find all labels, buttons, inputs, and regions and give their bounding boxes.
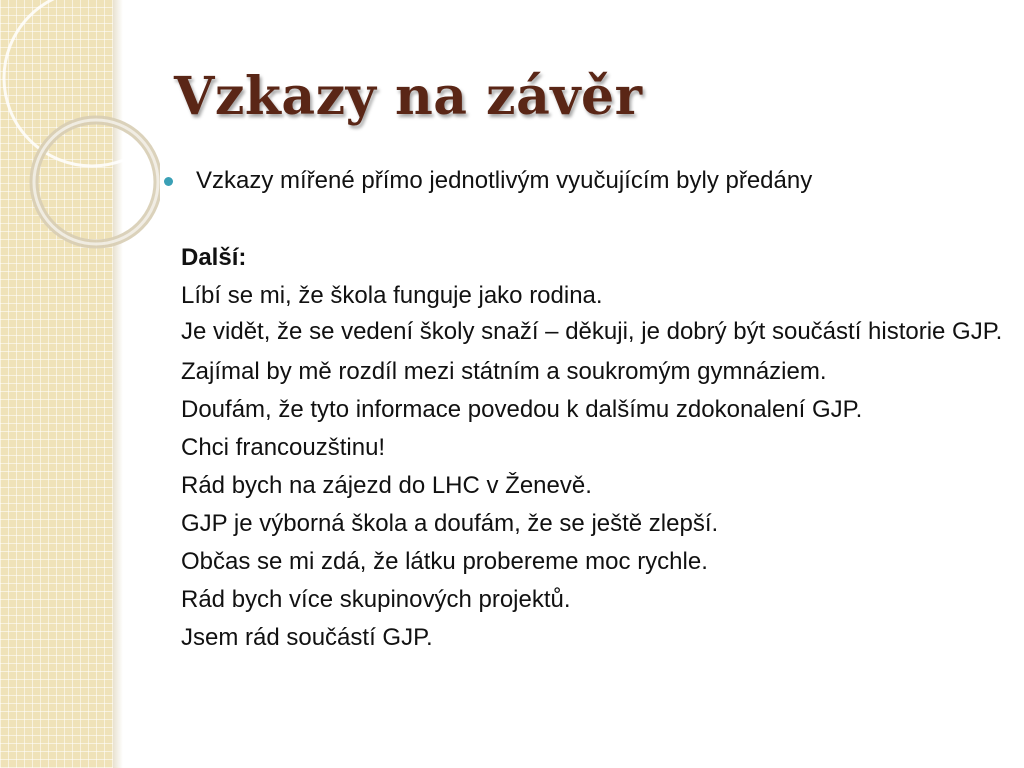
spacer — [181, 199, 1001, 241]
bullet-item — [164, 163, 1001, 199]
bullet-dot-icon — [164, 177, 173, 186]
slide-title: Vzkazy na závěr — [174, 66, 643, 127]
message-line: Jsem rád součástí GJP. — [181, 624, 433, 651]
message-line: Doufám, že tyto informace povedou k dalšímu zdokonalení GJP. — [181, 396, 863, 423]
message-line: GJP je výborná škola a doufám, že se ještě zlepší. — [181, 510, 719, 537]
message-line: Zajímal by mě rozdíl mezi státním a soukromým gymnáziem. — [181, 358, 827, 385]
message-line: Rád bych více skupinových projektů. — [181, 586, 571, 613]
decorative-rings — [0, 0, 160, 330]
section-heading: Další: — [181, 244, 247, 271]
slide-content — [181, 163, 1001, 659]
message-line: Chci francouzštinu! — [181, 434, 386, 461]
message-line: Rád bych na zájezd do LHC v Ženevě. — [181, 472, 592, 499]
decorative-ring-middle-highlight — [34, 120, 158, 244]
message-line: Je vidět, že se vedení školy snaží – děkuji, je dobrý být součástí historie GJP. — [181, 318, 1003, 345]
message-line: Občas se mi zdá, že látku probereme moc rychle. — [181, 548, 708, 575]
message-line: Líbí se mi, že škola funguje jako rodina. — [181, 282, 603, 309]
bullet-text: Vzkazy mířené přímo jednotlivým vyučujícím byly předány — [196, 167, 813, 194]
